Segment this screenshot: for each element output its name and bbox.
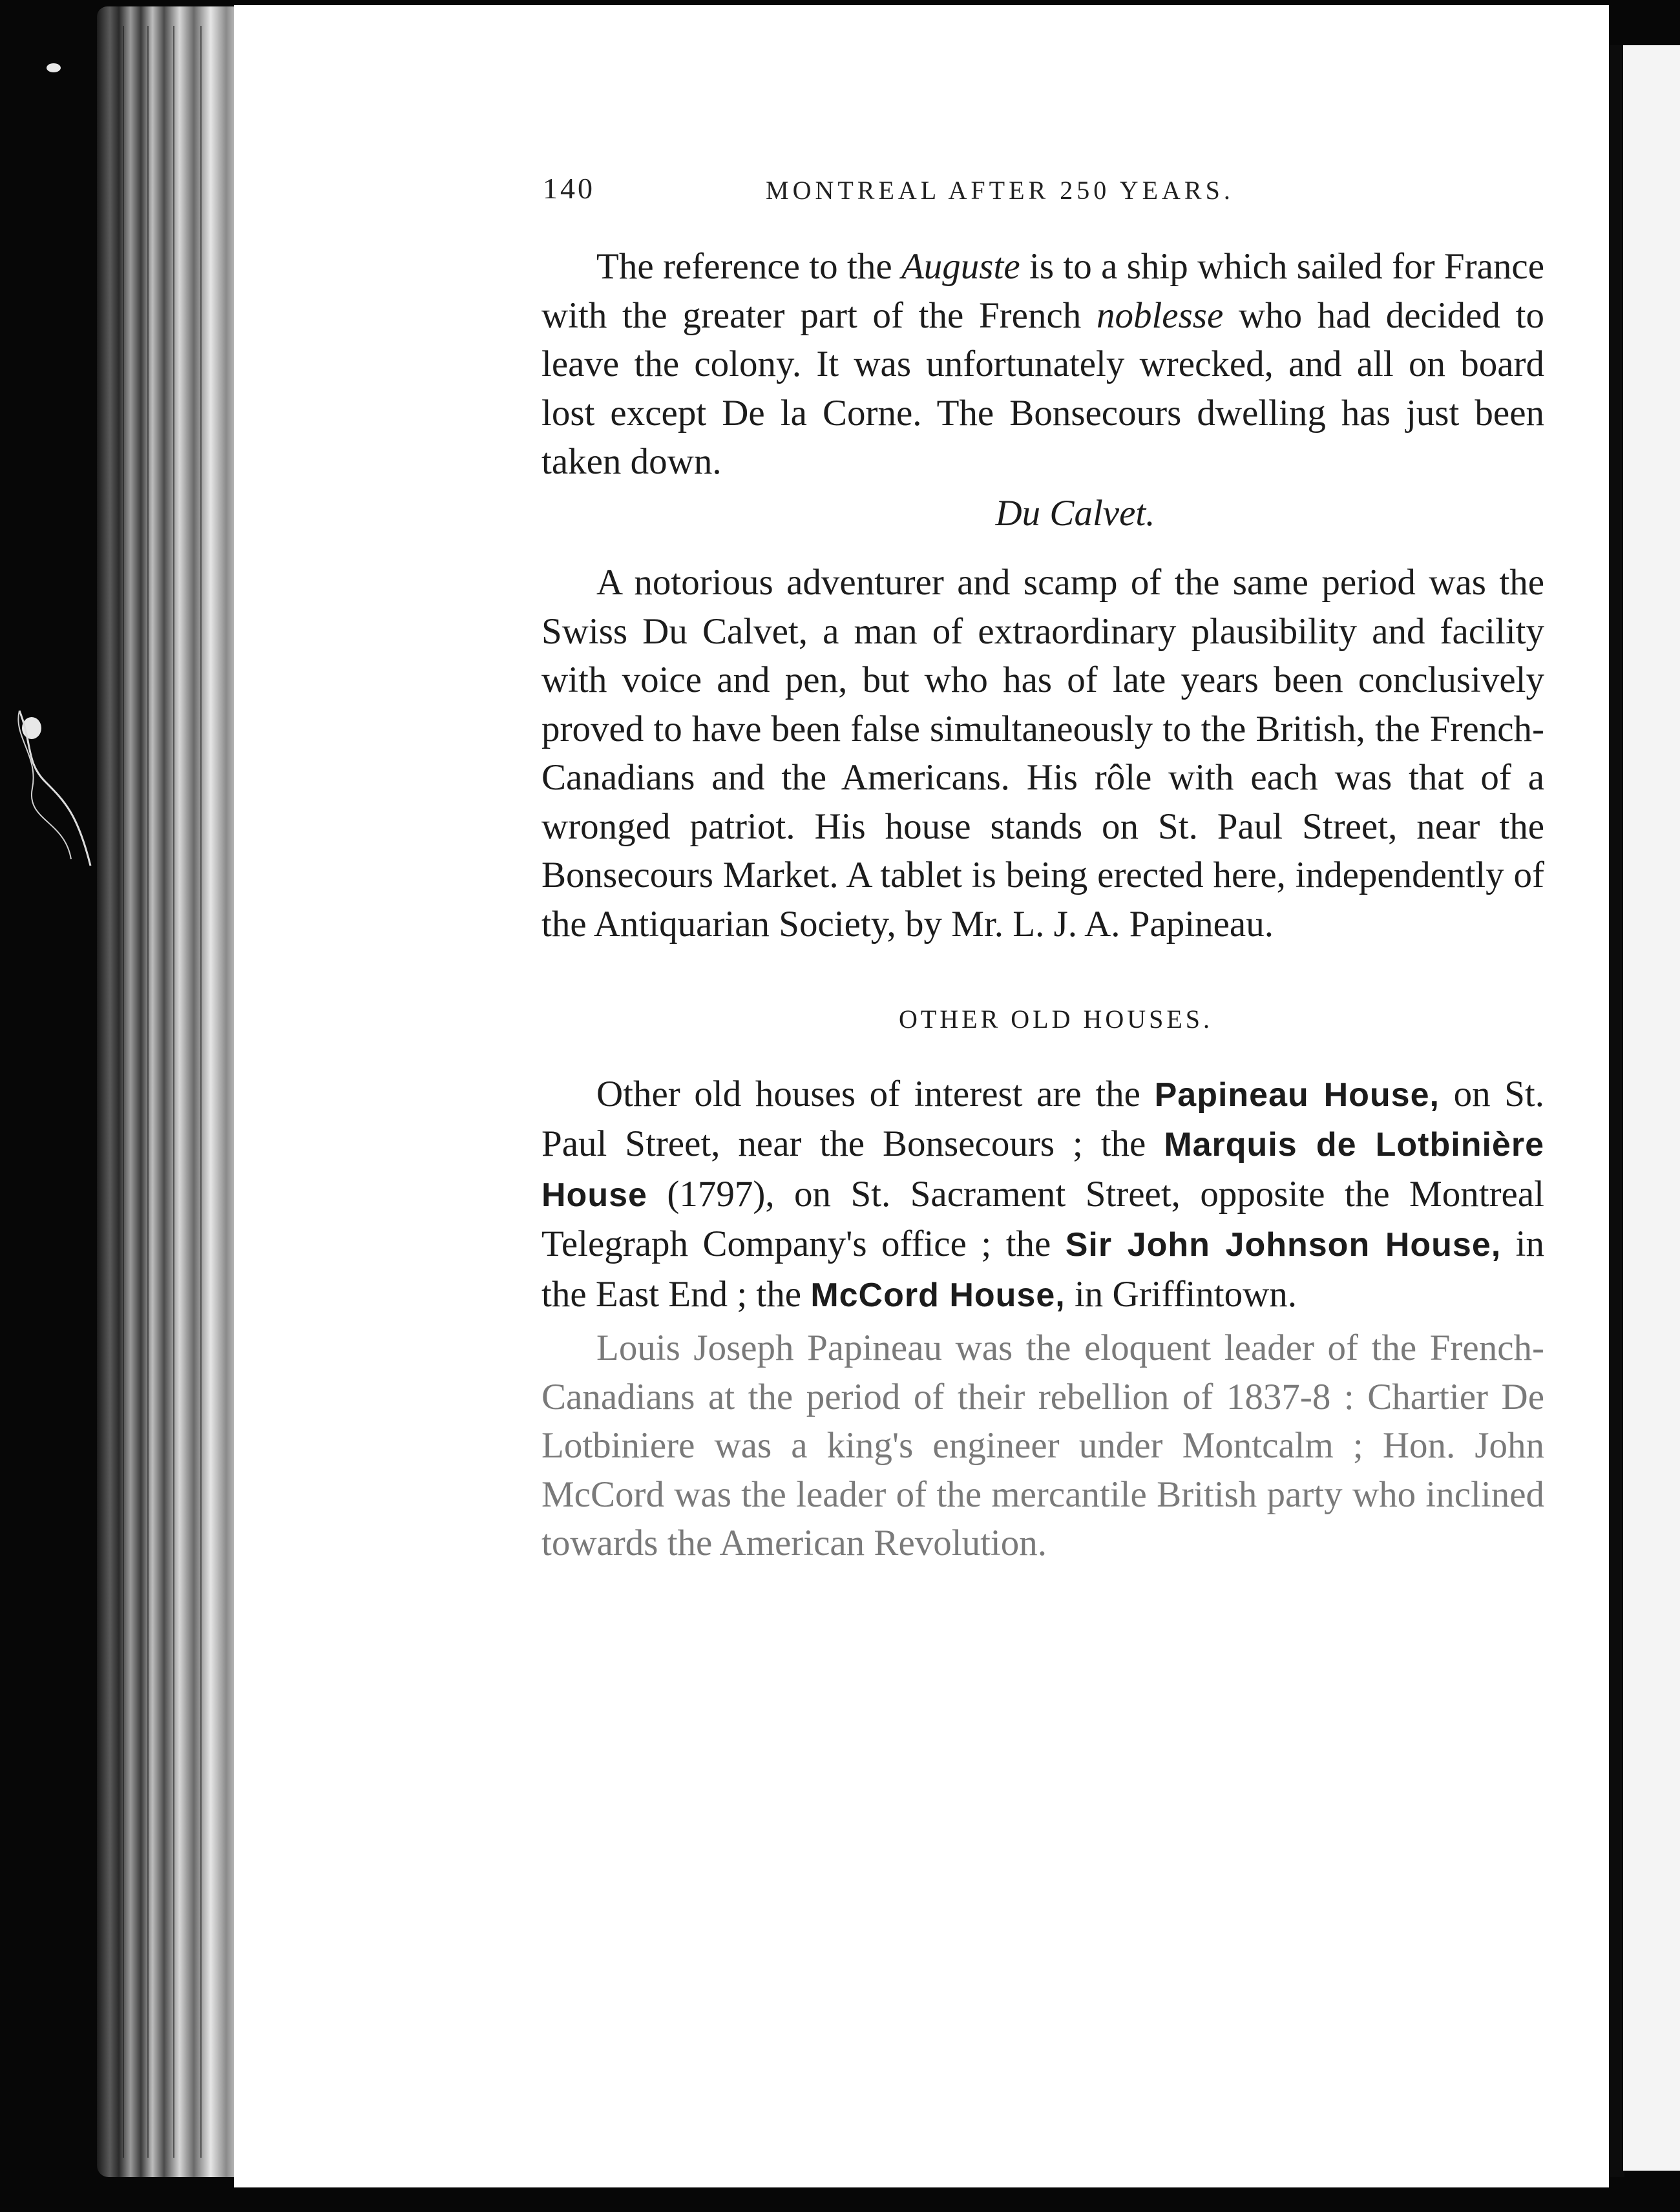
binding-gutter bbox=[1609, 45, 1624, 2177]
house-name: Papineau House, bbox=[1154, 1076, 1440, 1114]
text-run: who had decided to leave the colony. It was unfortunately wrecked, and all on board lost except De la Corne. The Bonsecours dwelling has just been taken down. bbox=[541, 295, 1544, 482]
ship-name: Auguste bbox=[901, 246, 1020, 287]
loose-thread bbox=[6, 704, 103, 872]
text-run: The reference to the bbox=[596, 246, 901, 287]
subheading-du-calvet: Du Calvet. bbox=[995, 492, 1155, 534]
leaf-line bbox=[123, 26, 124, 2158]
body-text bbox=[541, 242, 1544, 1568]
text-run: on St. Paul Street, near the Bonsecours ; the bbox=[541, 1073, 1544, 1164]
page-number: 140 bbox=[543, 172, 595, 205]
house-name: McCord House, bbox=[810, 1276, 1066, 1314]
page-header bbox=[543, 171, 1344, 216]
section-heading-other-old-houses: OTHER OLD HOUSES. bbox=[898, 1005, 1213, 1034]
leaf-line bbox=[200, 26, 202, 2158]
paragraph-du-calvet bbox=[541, 558, 1544, 948]
leaf-line bbox=[173, 26, 174, 2158]
paragraph-other-houses bbox=[541, 1070, 1544, 1320]
text-run: Other old houses of interest are the bbox=[596, 1073, 1155, 1114]
dust-speck bbox=[47, 63, 61, 72]
text-run: (1797), on St. Sacrament Street, opposite the Montreal Telegraph Company's office ; the bbox=[541, 1173, 1544, 1264]
text-run: A notorious adventurer and scamp of the same period was the Swiss Du Calvet, a man of extraordinary plausibility and facility with voice and pen, but who has of late years been conclusively proved to have been false simultaneously to the British, the French-Canadians and the Americans. His rôle with each was that of a wronged patriot. His house stands on St. Paul Street, near the Bonsecours Market. A tablet is being erected here, independently of the Antiquarian Society, by Mr. L. J. A. Papineau. bbox=[541, 562, 1544, 944]
house-name: Sir John Johnson House, bbox=[1065, 1226, 1502, 1264]
page-block-edge bbox=[97, 6, 246, 2177]
text-run: Louis Joseph Papineau was the eloquent leader of the French-Canadians at the period of their rebellion of 1837-8 : Chartier De Lotbiniere was a king's engineer under Montcalm ; Hon. John McCord was the leader of the mercantile British party who inclined towards the American Revolution. bbox=[541, 1328, 1544, 1563]
facing-page-edge bbox=[1623, 45, 1680, 2171]
text-run: is to a ship which sailed for France with the greater part of the French bbox=[541, 246, 1544, 336]
text-run: in Griffintown. bbox=[1065, 1273, 1297, 1315]
paragraph-persons bbox=[541, 1324, 1544, 1568]
leaf-line bbox=[147, 26, 149, 2158]
house-name: Marquis de Lotbinière House bbox=[541, 1126, 1544, 1214]
paragraph-auguste bbox=[541, 242, 1544, 486]
running-head: MONTREAL AFTER 250 YEARS. bbox=[766, 176, 1234, 205]
text-run: in the East End ; the bbox=[541, 1224, 1544, 1315]
foreign-term: noblesse bbox=[1096, 295, 1224, 336]
